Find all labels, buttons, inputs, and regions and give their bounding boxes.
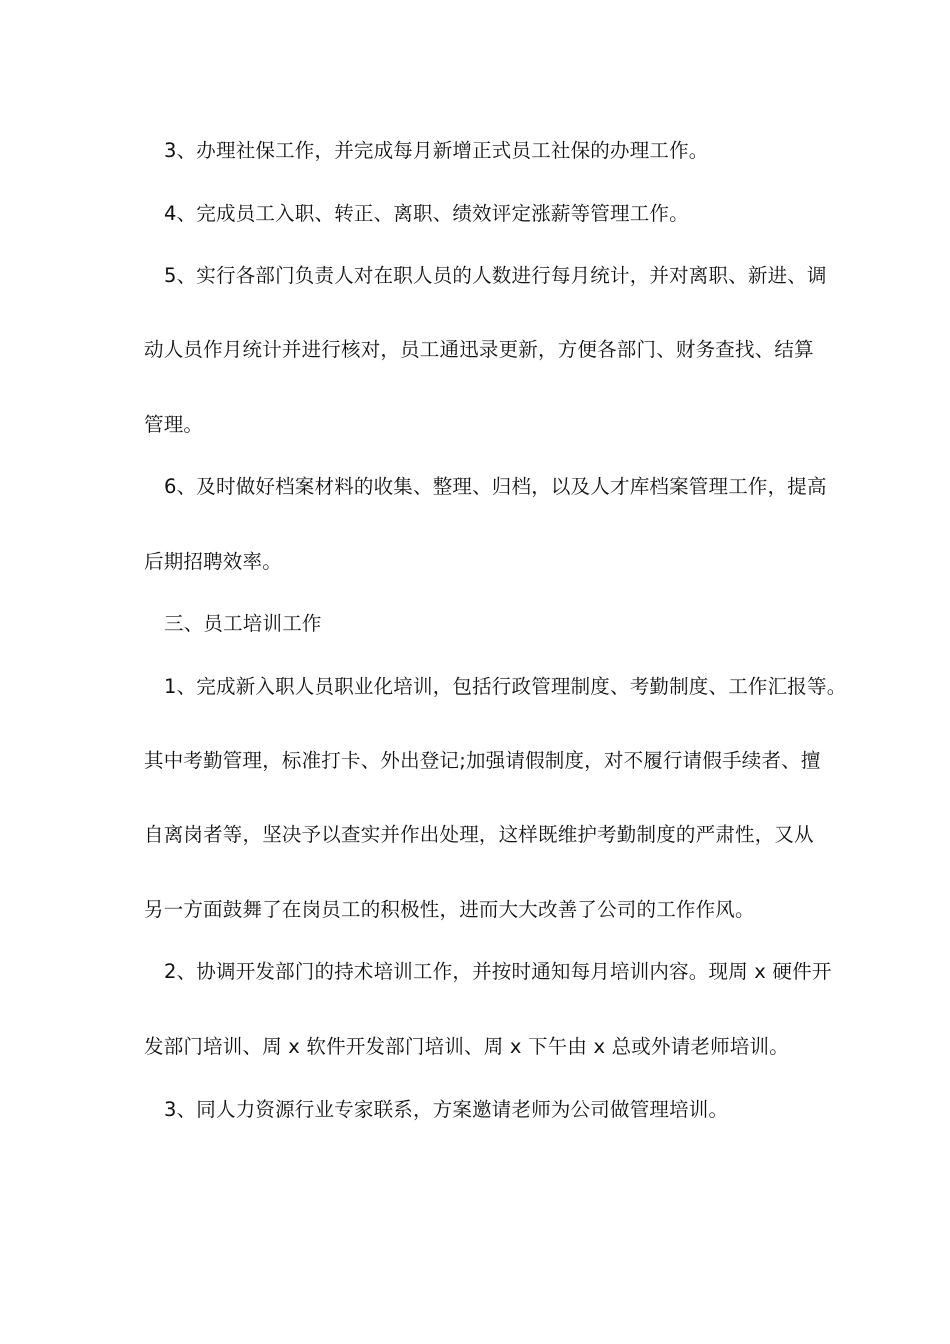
paragraph-item-6-line-2: 后期招聘效率。 (144, 550, 282, 573)
paragraph-item-5-line-3: 管理。 (144, 413, 204, 436)
paragraph-item-3-social-security: 3、办理社保工作，并完成每月新增正式员工社保的办理工作。 (164, 139, 709, 162)
training-item-2-line-1: 2、协调开发部门的持术培训工作，并按时通知每月培训内容。现周 x 硬件开 (164, 960, 832, 983)
paragraph-item-4-employee-management: 4、完成员工入职、转正、离职、绩效评定涨薪等管理工作。 (164, 202, 689, 225)
paragraph-item-5-line-2: 动人员作月统计并进行核对，员工通迅录更新，方便各部门、财务查找、结算 (144, 338, 814, 361)
paragraph-item-6-line-1: 6、及时做好档案材料的收集、整理、归档，以及人才库档案管理工作，提高 (164, 475, 827, 498)
paragraph-item-5-line-1: 5、实行各部门负责人对在职人员的人数进行每月统计，并对离职、新进、调 (164, 264, 827, 287)
training-item-1-line-2: 其中考勤管理，标准打卡、外出登记;加强请假制度，对不履行请假手续者、擅 (144, 749, 821, 772)
training-item-3: 3、同人力资源行业专家联系，方案邀请老师为公司做管理培训。 (164, 1098, 729, 1121)
training-item-1-line-4: 另一方面鼓舞了在岗员工的积极性，进而大大改善了公司的工作作风。 (144, 898, 755, 921)
training-item-1-line-3: 自离岗者等，坚决予以查实并作出处理，这样既维护考勤制度的严肃性，又从 (144, 823, 814, 846)
training-item-2-line-2: 发部门培训、周 x 软件开发部门培训、周 x 下午由 x 总或外请老师培训。 (144, 1035, 789, 1058)
section-heading-training: 三、员工培训工作 (164, 612, 322, 635)
training-item-1-line-1: 1、完成新入职人员职业化培训，包括行政管理制度、考勤制度、工作汇报等。 (164, 675, 847, 698)
